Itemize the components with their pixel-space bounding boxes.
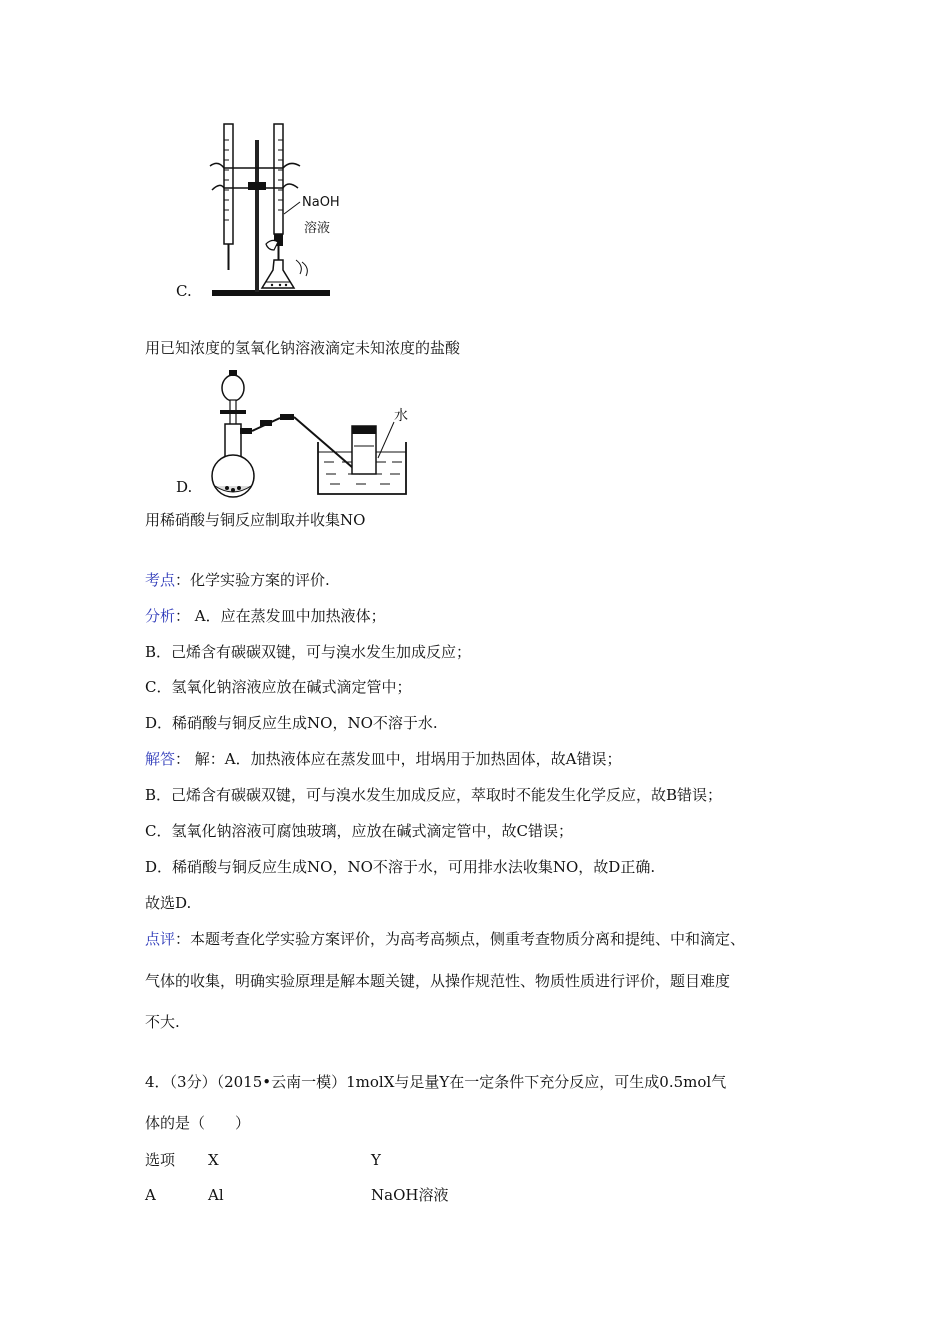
question-4-line-1: 4．（3分）（2015•云南一模）1molX与足量Y在一定条件下充分反应，可生成0.5mol气 — [145, 1073, 727, 1091]
jieda-b: B．己烯含有碳碳双键，可与溴水发生加成反应，萃取时不能发生化学反应，故B错误； — [145, 786, 723, 804]
dianping-text-2: 气体的收集，明确实验原理是解本题关键，从操作规范性、物质性质进行评价，题目难度 — [145, 972, 731, 990]
table-header-option: 选项 — [145, 1151, 176, 1169]
answer-choice: 故选D. — [145, 894, 192, 912]
figure-c-caption: 用已知浓度的氢氧化钠溶液滴定未知浓度的盐酸 — [145, 339, 461, 357]
option-d-label: D. — [176, 478, 193, 496]
table-row-a-y: NaOH溶液 — [371, 1186, 449, 1204]
fenxi-c: C．氢氧化钠溶液应放在碱式滴定管中； — [145, 678, 412, 696]
jieda-label: 解答 — [145, 750, 176, 768]
fenxi-d: D．稀硝酸与铜反应生成NO，NO不溶于水. — [145, 714, 438, 732]
dianping-line — [145, 929, 745, 949]
table-header-y: Y — [371, 1151, 381, 1169]
fenxi-line — [145, 606, 386, 626]
fenxi-label: 分析 — [145, 607, 176, 625]
solution-label: 溶液 — [304, 221, 331, 236]
dianping-text-1: ：本题考查化学实验方案评价，为高考高频点，侧重考查物质分离和提纯、中和滴定、 — [175, 930, 746, 948]
jieda-c: C．氢氧化钠溶液可腐蚀玻璃，应放在碱式滴定管中，故C错误； — [145, 822, 573, 840]
dianping-text-3: 不大. — [145, 1013, 180, 1031]
table-header-x: X — [208, 1151, 219, 1169]
figure-d-caption: 用稀硝酸与铜反应制取并收集NO — [145, 511, 366, 529]
jieda-d: D．稀硝酸与铜反应生成NO，NO不溶于水，可用排水法收集NO，故D正确. — [145, 858, 656, 876]
titration-apparatus-figure — [200, 120, 360, 302]
naoh-label: NaOH — [302, 195, 340, 210]
option-c-label: C. — [176, 282, 192, 300]
dianping-label: 点评 — [145, 930, 176, 948]
jieda-text: ： 解：A．加热液体应在蒸发皿中，坩埚用于加热固体，故A错误； — [175, 750, 622, 768]
table-row-a-x: Al — [208, 1186, 224, 1204]
table-row-a-option: A — [145, 1186, 156, 1204]
no-generation-apparatus-figure — [200, 366, 420, 498]
kaodian-text: ：化学实验方案的评价. — [175, 571, 330, 589]
fenxi-text: ： A．应在蒸发皿中加热液体； — [175, 607, 386, 625]
jieda-line — [145, 749, 621, 769]
question-4-line-2: 体的是（ ） — [145, 1114, 251, 1132]
fenxi-b: B．己烯含有碳碳双键，可与溴水发生加成反应； — [145, 643, 472, 661]
kaodian-line — [145, 570, 330, 590]
kaodian-label: 考点 — [145, 571, 176, 589]
water-label: 水 — [394, 408, 408, 424]
